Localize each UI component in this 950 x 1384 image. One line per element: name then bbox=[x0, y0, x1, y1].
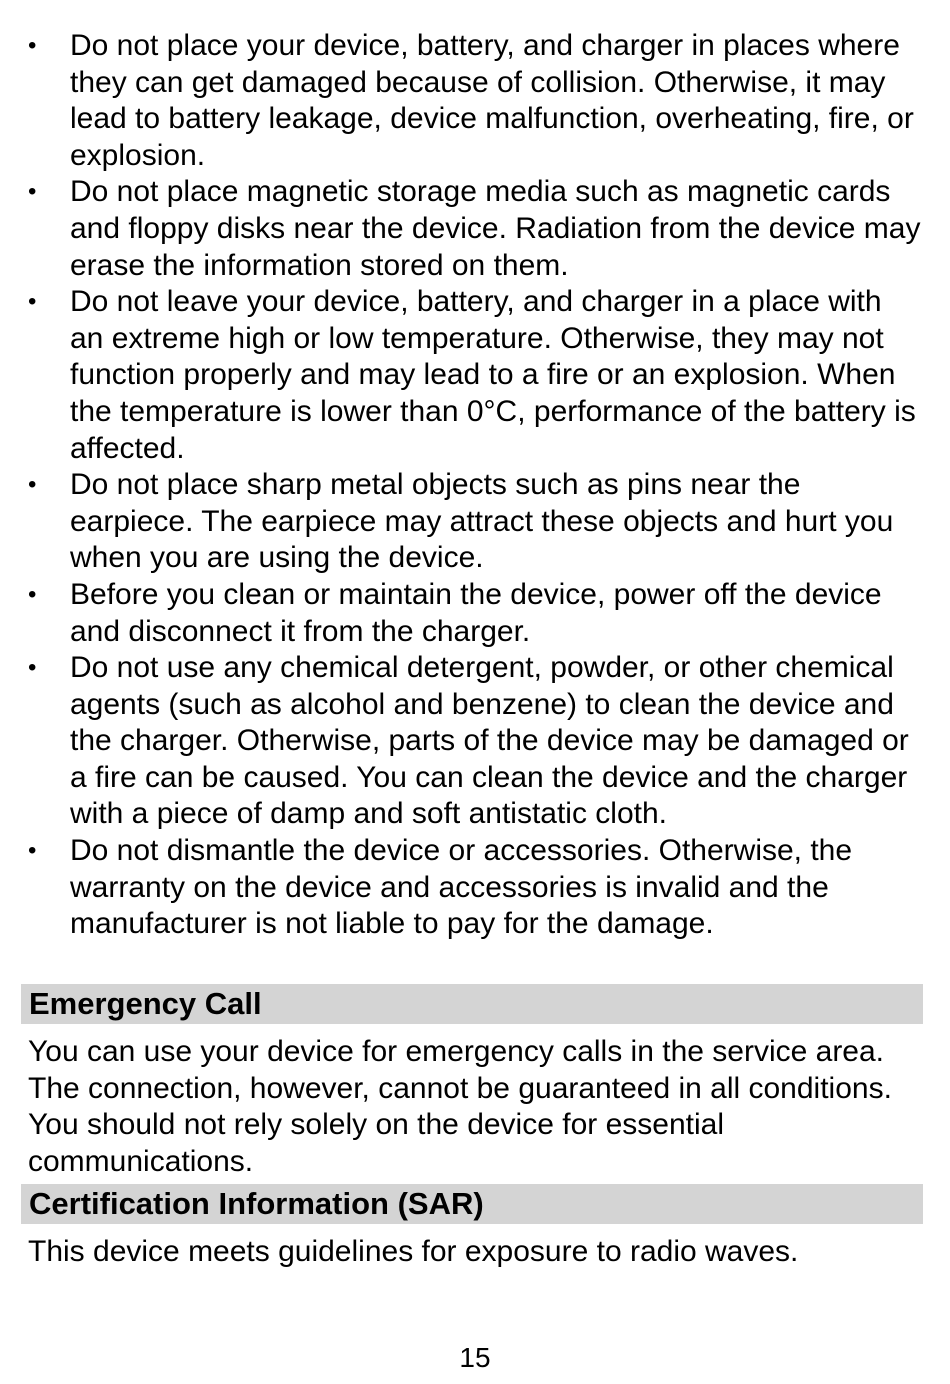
certification-paragraph: This device meets guidelines for exposure to radio waves. bbox=[28, 1235, 799, 1268]
bullet-text: Before you clean or maintain the device, power off the device and disconnect it from the charger. bbox=[70, 577, 882, 648]
bullet-icon: • bbox=[28, 654, 37, 682]
bullet-icon: • bbox=[28, 32, 37, 59]
bullet-text: Do not place magnetic storage media such as magnetic cards and floppy disks near the device. Radiation from the device may erase the information stored on them. bbox=[70, 175, 921, 282]
bullet-text: Do not use any chemical detergent, powder, or other chemical agents (such as alcohol and benzene) to clean the device and the charger. Otherwise, parts of the device may be damaged or a fire can be caused. You can clean the device and the charger with a piece of damp and soft antistatic cloth. bbox=[70, 651, 909, 831]
bullet-text: Do not place sharp metal objects such as pins near the earpiece. The earpiece may attract these objects and hurt you when you are using the device. bbox=[70, 468, 894, 575]
bullet-item bbox=[28, 577, 923, 650]
bullet-item bbox=[28, 28, 923, 174]
bullet-icon: • bbox=[28, 178, 37, 206]
emergency-call-heading: Emergency Call bbox=[21, 984, 923, 1024]
bullet-item bbox=[28, 650, 923, 833]
page-number: 15 bbox=[459, 1342, 491, 1373]
bullet-text: Do not place your device, battery, and charger in places where they can get damaged because of collision. Otherwise, it may lead to battery leakage, device malfunction, overheating, fire, or explosion. bbox=[70, 29, 914, 172]
bullet-item bbox=[28, 467, 923, 577]
bullet-item bbox=[28, 284, 923, 467]
bullet-text: Do not dismantle the device or accessories. Otherwise, the warranty on the device and accessories is invalid and the manufacturer is not liable to pay for the damage. bbox=[70, 834, 853, 941]
bullet-item bbox=[28, 833, 923, 943]
bullet-icon: • bbox=[28, 288, 37, 316]
safety-bullet-list bbox=[28, 28, 923, 943]
bullet-icon: • bbox=[28, 471, 37, 499]
bullet-text: Do not leave your device, battery, and charger in a place with an extreme high or low temperature. Otherwise, they may not function properly and may lead to a fire or an explosion. When the temperature is lower than 0°C, performance of the battery is affected. bbox=[70, 285, 916, 465]
bullet-item bbox=[28, 174, 923, 284]
certification-heading: Certification Information (SAR) bbox=[21, 1184, 923, 1224]
emergency-call-paragraph: You can use your device for emergency calls in the service area. The connection, however, cannot be guaranteed in all conditions. You should not rely solely on the device for essential communications. bbox=[28, 1035, 892, 1178]
bullet-icon: • bbox=[28, 580, 37, 608]
bullet-icon: • bbox=[28, 837, 37, 865]
